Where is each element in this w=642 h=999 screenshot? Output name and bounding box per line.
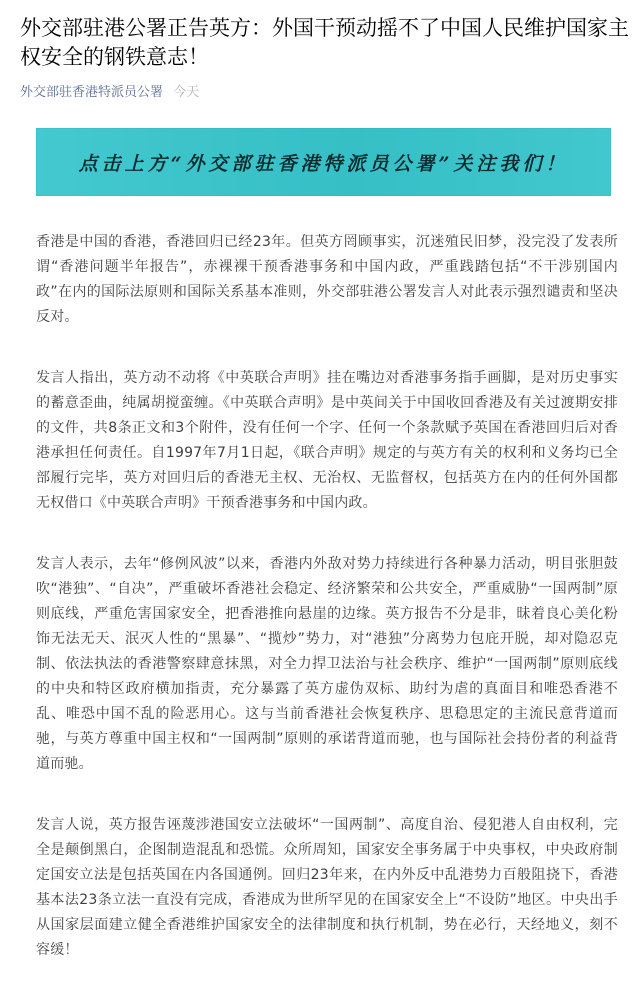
publish-time: 今天 <box>173 85 200 100</box>
article-meta <box>20 84 632 102</box>
banner-text: 点击上方“外交部驻香港特派员公署”关注我们！ <box>78 152 569 175</box>
article-paragraph: 发言人指出，英方动不动将《中英联合声明》挂在嘴边对香港事务指手画脚，是对历史事实的蓄意歪曲，纯属胡搅蛮缠。《中英联合声明》是中英间关于中国收回香港及有关过渡期安排的文件，共8条正文和3个附件，没有任何一个字、任何一个条款赋予英国在香港回归后对香港承担任何责任。自1997年7月1日起，《联合声明》规定的与英方有关的权利和义务均已全部履行完毕，英方对回归后的香港无主权、无治权、无监督权，包括英方在内的任何外国都无权借口《中英联合声明》干预香港事务和中国内政。 <box>36 370 618 511</box>
article-body <box>36 230 618 999</box>
article-paragraph: 香港是中国的香港，香港回归已经23年。但英方罔顾事实，沉迷殖民旧梦，没完没了发表所谓“香港问题半年报告”，赤裸裸干预香港事务和中国内政，严重践踏包括“不干涉别国内政”在内的国际法原则和国际关系基本准则，外交部驻港公署发言人对此表示强烈谴责和坚决反对。 <box>36 234 618 325</box>
article-title: 外交部驻港公署正告英方：外国干预动摇不了中国人民维护国家主权安全的钢铁意志！ <box>20 16 629 69</box>
article-paragraph: 发言人表示，去年“修例风波”以来，香港内外敌对势力持续进行各种暴力活动，明目张胆鼓吹“港独”、“自决”，严重破坏香港社会稳定、经济繁荣和公共安全，严重威胁“一国两制”原则底线，严重危害国家安全，把香港推向悬崖的边缘。英方报告不分是非，昧着良心美化粉饰无法无天、泯灭人性的“黑暴”、“揽炒”势力，对“港独”分离势力包庇开脱，却对隐忍克制、依法执法的香港警察肆意抹黑，对全力捍卫法治与社会秩序、维护“一国两制”原则底线的中央和特区政府横加指责，充分暴露了英方虚伪双标、助纣为虐的真面目和唯恐香港不乱、唯恐中国不乱的险恶用心。这与当前香港社会恢复秩序、思稳思定的主流民意背道而驰，与英方尊重中国主权和“一国两制”原则的承诺背道而驰，也与国际社会持份者的利益背道而驰。 <box>36 556 618 772</box>
article-header <box>20 14 632 102</box>
article-paragraph: 发言人说，英方报告诬蔑涉港国安立法破坏“一国两制”、高度自治、侵犯港人自由权利，完全是颠倒黑白，企图制造混乱和恐慌。众所周知，国家安全事务属于中央事权，中央政府制定国安立法是包括英国在内各国通例。回归23年来，在内外反中乱港势力百般阻挠下，香港基本法23条立法一直没有完成，香港成为世所罕见的在国家安全上“不设防”地区。中央出手从国家层面建立健全香港维护国家安全的法律制度和执行机制，势在必行，天经地义，刻不容缓！ <box>36 817 618 958</box>
account-name-link[interactable]: 外交部驻香港特派员公署 <box>20 85 164 100</box>
follow-banner[interactable] <box>36 128 611 196</box>
